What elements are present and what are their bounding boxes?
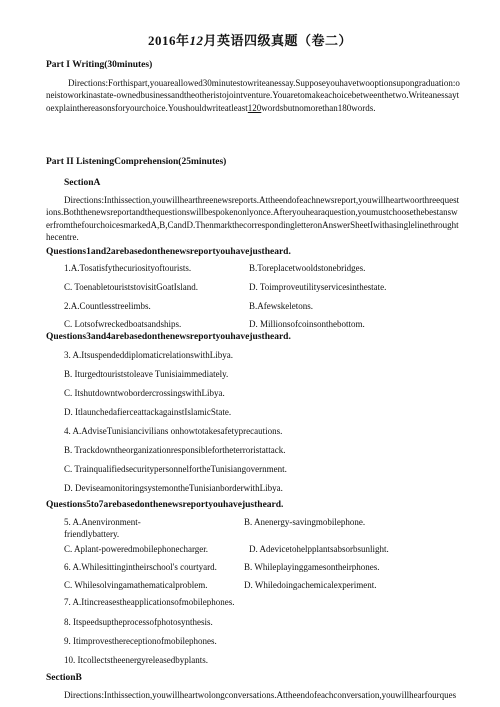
part1-directions-b: wordsbutnomorethan180words.	[261, 102, 376, 113]
q6-option-c: C. Whilesolvingamathematicalproblem.	[64, 580, 208, 590]
q5-option-c: C. Aplant-poweredmobilephonecharger.	[64, 544, 209, 554]
q2-option-d: D. Millionsofcoinsonthebottom.	[249, 319, 365, 329]
title-month: 12	[189, 33, 204, 48]
section-b-directions: Directions:Inthissection,youwillheartwolongconversations.Attheendofeachconversation,youwillhearfourques	[64, 690, 457, 700]
q2-option-b: B.Afewskeletons.	[249, 301, 313, 311]
q3-option-c: C. ItshutdowntwobordercrossingswithLibya.	[64, 388, 225, 398]
q5-option-b: B. Anenergy-savingmobilephone.	[244, 517, 366, 527]
q1-option-d: D. Toimproveutilityservicesinthestate.	[249, 282, 387, 292]
title-rest: 月英语四级真题（卷二）	[203, 33, 353, 48]
questions-1-2-heading: Questions1and2arebasedonthenewsreportyouhavejustheard.	[46, 247, 291, 257]
q7-option-c: 9. Itimprovesthereceptionofmobilephones.	[64, 636, 217, 646]
part2-heading: Part II ListeningComprehension(25minutes)	[46, 157, 227, 167]
section-a-directions: Directions:Inthissection,youwillhearthreenewsreports.Attheendofeachnewsreport,youwillheartwoorthreequestions.Boththenewsreportandthequestionswillbespokenonlyonce.Afteryouhearaquestion,youmustchoosethebestanswerfromthefourchoicesmarkedA,B,CandD.ThenmarkthecorrespondingletteronAnswerSheetIwithasinglelinethroughthecentre.	[46, 195, 460, 243]
q6-option-d: D. Whiledoingachemicalexperiment.	[244, 580, 377, 590]
questions-3-4-heading: Questions3and4arebasedonthenewsreportyouhavejustheard.	[46, 332, 291, 342]
q3-option-d: D. ItlaunchedafierceattackagainstIslamicState.	[64, 407, 232, 417]
q7-option-a: 7. A.Itincreasestheapplicationsofmobilephones.	[64, 597, 235, 607]
q2-option-a: 2.A.Countlesstreelimbs.	[64, 301, 151, 311]
q5-option-d: D. Adevicetohelpplantsabsorbsunlight.	[249, 544, 389, 554]
part1-directions-a: Directions:Forthispart,youareallowed30minutestowriteanessay.Supposeyouhavetwooptionsupongraduation:oneistoworkinastate-ownedbusinessandtheotheristojointventure.Youaretomakeachoicebetweenthetwo.Writeanessaytoexplainthereasonsforyourchoice.Youshouldwriteatleast	[46, 78, 460, 113]
q3-option-a: 3. A.ItsuspendeddiplomaticrelationswithLibya.	[64, 350, 233, 360]
q7-option-b: 8. Itspeedsuptheprocessofphotosynthesis.	[64, 617, 213, 627]
q5-option-a-cont: friendlybattery.	[64, 529, 120, 539]
q1-option-c: C. ToenabletouriststovisitGoatIsland.	[64, 282, 198, 292]
q7-option-d: 10. Itcollectstheenergyreleasedbyplants.	[64, 655, 209, 665]
q2-option-c: C. Lotsofwreckedboatsandships.	[64, 319, 182, 329]
part1-directions	[46, 77, 460, 114]
section-a-heading: SectionA	[64, 178, 101, 188]
q5-option-a: 5. A.Anenvironment-	[64, 517, 141, 527]
title-year: 2016年	[147, 33, 190, 48]
q4-option-c: C. TrainqualifiedsecuritypersonnelfortheTunisiangovernment.	[64, 464, 287, 474]
part1-heading: Part I Writing(30minutes)	[46, 60, 153, 70]
q6-option-a: 6. A.Whilesittingintheirschool's courtyard.	[64, 562, 217, 572]
q6-option-b: B. Whileplayinggamesontheirphones.	[244, 562, 380, 572]
q4-option-b: B. Trackdowntheorganizationresponsiblefortheterroristattack.	[64, 445, 286, 455]
page-title	[0, 30, 500, 49]
section-b-heading: SectionB	[46, 673, 82, 683]
part1-word-count: 120	[247, 102, 262, 113]
q4-option-d: D. DeviseamonitoringsystemontheTunisianborderwithLibya.	[64, 483, 283, 493]
q1-option-b: B.Toreplacetwooldstonebridges.	[249, 263, 366, 273]
q1-option-a: 1.A.Tosatisfythecuriosityoftourists.	[64, 263, 192, 273]
q3-option-b: B. Iturgedtouriststoleave Tunisiaimmediately.	[64, 369, 229, 379]
q4-option-a: 4. A.AdviseTunisiancivilians onhowtotakesafetyprecautions.	[64, 426, 283, 436]
questions-5-7-heading: Questions5to7arebasedonthenewsreportyouhavejustheard.	[46, 500, 284, 510]
